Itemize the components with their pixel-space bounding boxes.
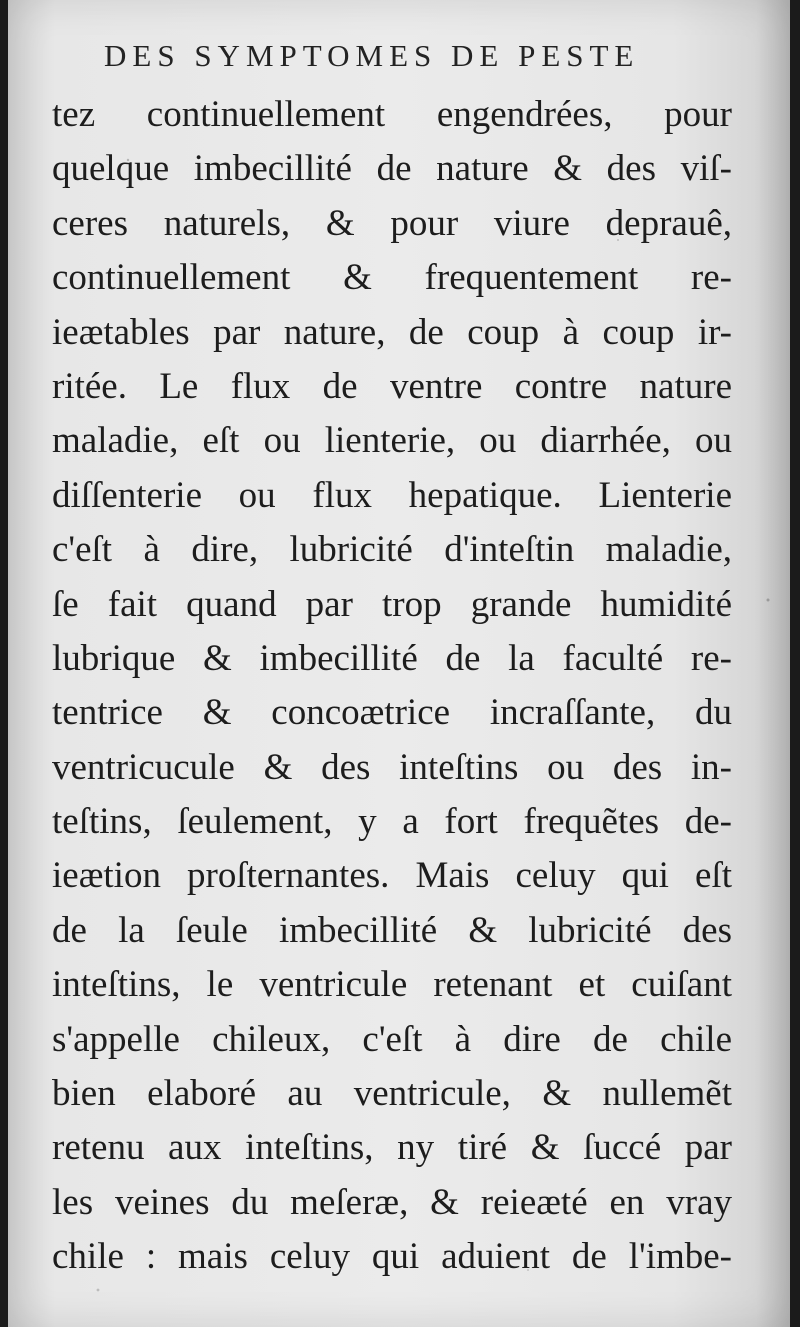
text-line: ieætables par nature, de coup à coup ir- [52, 311, 732, 353]
text-line: ritée. Le flux de ventre contre nature [52, 365, 732, 407]
text-line: inteſtins, le ventricule retenant et cuiſant [52, 964, 732, 1006]
text-line: ieætion proſternantes. Mais celuy qui eſt [52, 855, 732, 897]
text-line: diſſenterie ou flux hepatique. Lienterie [52, 474, 732, 516]
text-line: de la ſeule imbecillité & lubricité des [52, 909, 732, 951]
text-line: les veines du meſeræ, & reieæté en vray [52, 1181, 732, 1223]
text-line: quelque imbecillité de nature & des viſ- [52, 148, 732, 190]
text-line: tez continuellement engendrées, pour [52, 94, 732, 135]
text-line: s'appelle chileux, c'eſt à dire de chile [52, 1018, 732, 1060]
page-edge-shadow [756, 0, 790, 1327]
running-head: DES SYMPTOMES DE PESTE [104, 38, 640, 73]
body-text [52, 88, 732, 1285]
text-line: ceres naturels, & pour viure deprauê, [52, 202, 732, 244]
text-line: retenu aux inteſtins, ny tiré & ſuccé par [52, 1127, 732, 1169]
text-line: maladie, eſt ou lienterie, ou diarrhée, ou [52, 420, 732, 462]
text-line: bien elaboré au ventricule, & nullemẽt [52, 1073, 732, 1115]
text-line: lubrique & imbecillité de la faculté re- [52, 637, 732, 679]
text-line: continuellement & frequentement re- [52, 257, 732, 299]
text-line: chile : mais celuy qui aduient de l'imbe- [52, 1236, 732, 1278]
text-line: tentrice & concoætrice incraſſante, du [52, 692, 732, 734]
text-line: teſtins, ſeulement, y a fort frequẽtes de- [52, 801, 732, 843]
text-line: ventricucule & des inteſtins ou des in- [52, 746, 732, 788]
text-line: ſe fait quand par trop grande humidité [52, 583, 732, 625]
book-page [8, 0, 790, 1327]
text-line: c'eſt à dire, lubricité d'inteſtin maladie, [52, 529, 732, 571]
